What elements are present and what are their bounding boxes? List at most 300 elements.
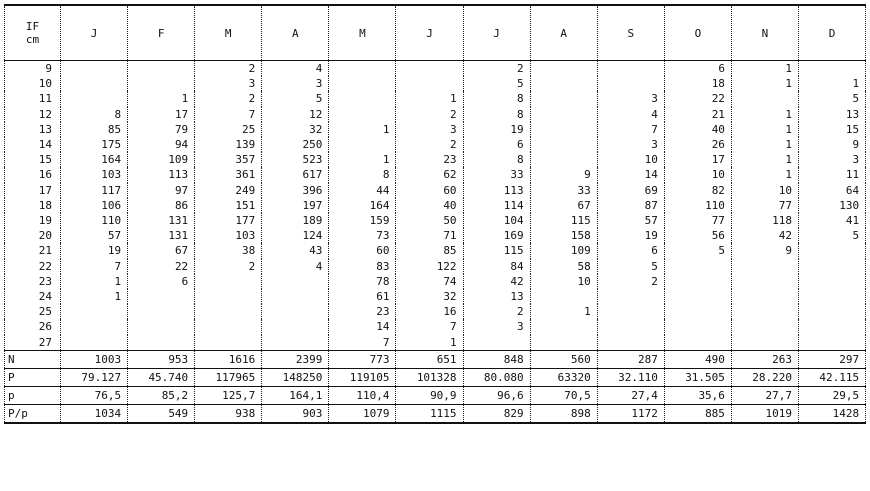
value-cell: 898 bbox=[530, 404, 597, 423]
size-row bbox=[5, 213, 866, 228]
value-cell: 2 bbox=[597, 274, 664, 289]
month-header: A bbox=[262, 5, 329, 61]
month-header: J bbox=[396, 5, 463, 61]
value-cell: 3 bbox=[396, 122, 463, 137]
value-cell: 773 bbox=[329, 350, 396, 368]
value-cell: 97 bbox=[128, 183, 195, 198]
value-cell: 27,7 bbox=[731, 386, 798, 404]
value-cell: 22 bbox=[128, 259, 195, 274]
value-cell: 263 bbox=[731, 350, 798, 368]
value-cell: 2 bbox=[463, 61, 530, 77]
value-cell: 2 bbox=[396, 137, 463, 152]
value-cell: 2 bbox=[396, 107, 463, 122]
value-cell: 104 bbox=[463, 213, 530, 228]
value-cell bbox=[731, 319, 798, 334]
value-cell: 17 bbox=[664, 152, 731, 167]
value-cell: 119105 bbox=[329, 368, 396, 386]
value-cell: 6 bbox=[128, 274, 195, 289]
row-label: 26 bbox=[5, 319, 61, 334]
value-cell: 85 bbox=[396, 243, 463, 258]
value-cell bbox=[664, 259, 731, 274]
value-cell bbox=[731, 335, 798, 351]
value-cell: 77 bbox=[731, 198, 798, 213]
value-cell: 13 bbox=[799, 107, 866, 122]
value-cell: 1 bbox=[396, 335, 463, 351]
size-row bbox=[5, 107, 866, 122]
value-cell: 64 bbox=[799, 183, 866, 198]
size-row bbox=[5, 122, 866, 137]
value-cell bbox=[664, 319, 731, 334]
value-cell bbox=[128, 304, 195, 319]
value-cell bbox=[799, 319, 866, 334]
value-cell: 41 bbox=[799, 213, 866, 228]
value-cell: 175 bbox=[61, 137, 128, 152]
value-cell: 32.110 bbox=[597, 368, 664, 386]
value-cell: 177 bbox=[195, 213, 262, 228]
size-row bbox=[5, 259, 866, 274]
value-cell: 109 bbox=[530, 243, 597, 258]
value-cell: 953 bbox=[128, 350, 195, 368]
value-cell: 90,9 bbox=[396, 386, 463, 404]
value-cell bbox=[463, 335, 530, 351]
value-cell: 7 bbox=[597, 122, 664, 137]
value-cell: 5 bbox=[262, 91, 329, 106]
value-cell: 3 bbox=[262, 76, 329, 91]
value-cell: 249 bbox=[195, 183, 262, 198]
value-cell bbox=[396, 76, 463, 91]
month-header: N bbox=[731, 5, 798, 61]
value-cell bbox=[128, 289, 195, 304]
value-cell bbox=[664, 335, 731, 351]
size-row bbox=[5, 76, 866, 91]
row-label: 18 bbox=[5, 198, 61, 213]
value-cell: 117965 bbox=[195, 368, 262, 386]
value-cell: 96,6 bbox=[463, 386, 530, 404]
value-cell: 1034 bbox=[61, 404, 128, 423]
value-cell: 110 bbox=[664, 198, 731, 213]
value-cell: 164,1 bbox=[262, 386, 329, 404]
value-cell bbox=[61, 61, 128, 77]
value-cell: 14 bbox=[597, 167, 664, 182]
value-cell: 70,5 bbox=[530, 386, 597, 404]
value-cell: 31.505 bbox=[664, 368, 731, 386]
value-cell bbox=[61, 335, 128, 351]
value-cell: 8 bbox=[61, 107, 128, 122]
value-cell: 617 bbox=[262, 167, 329, 182]
value-cell: 57 bbox=[597, 213, 664, 228]
corner-label-if: IF bbox=[25, 20, 40, 33]
value-cell: 6 bbox=[597, 243, 664, 258]
value-cell: 158 bbox=[530, 228, 597, 243]
value-cell: 11 bbox=[799, 167, 866, 182]
value-cell bbox=[329, 107, 396, 122]
value-cell: 14 bbox=[329, 319, 396, 334]
value-cell: 1 bbox=[799, 76, 866, 91]
value-cell: 40 bbox=[396, 198, 463, 213]
value-cell: 79 bbox=[128, 122, 195, 137]
value-cell: 42 bbox=[731, 228, 798, 243]
value-cell: 1019 bbox=[731, 404, 798, 423]
value-cell: 1 bbox=[128, 91, 195, 106]
value-cell: 1 bbox=[61, 289, 128, 304]
value-cell: 130 bbox=[799, 198, 866, 213]
value-cell: 87 bbox=[597, 198, 664, 213]
row-label: 12 bbox=[5, 107, 61, 122]
value-cell: 3 bbox=[463, 319, 530, 334]
month-header: J bbox=[463, 5, 530, 61]
value-cell: 117 bbox=[61, 183, 128, 198]
value-cell: 1 bbox=[329, 122, 396, 137]
value-cell: 17 bbox=[128, 107, 195, 122]
value-cell: 86 bbox=[128, 198, 195, 213]
value-cell bbox=[597, 335, 664, 351]
value-cell: 2 bbox=[463, 304, 530, 319]
value-cell bbox=[664, 289, 731, 304]
value-cell: 22 bbox=[664, 91, 731, 106]
row-label: 10 bbox=[5, 76, 61, 91]
value-cell: 58 bbox=[530, 259, 597, 274]
value-cell: 79.127 bbox=[61, 368, 128, 386]
value-cell bbox=[731, 259, 798, 274]
data-sheet bbox=[4, 4, 866, 424]
row-label: P/p bbox=[5, 404, 61, 423]
value-cell: 16 bbox=[396, 304, 463, 319]
row-label: 27 bbox=[5, 335, 61, 351]
value-cell: 8 bbox=[463, 91, 530, 106]
row-label: N bbox=[5, 350, 61, 368]
size-row bbox=[5, 289, 866, 304]
value-cell: 159 bbox=[329, 213, 396, 228]
value-cell: 169 bbox=[463, 228, 530, 243]
size-row bbox=[5, 274, 866, 289]
row-label: 25 bbox=[5, 304, 61, 319]
row-label: 23 bbox=[5, 274, 61, 289]
value-cell bbox=[61, 304, 128, 319]
value-cell: 114 bbox=[463, 198, 530, 213]
value-cell: 29,5 bbox=[799, 386, 866, 404]
summary-rows bbox=[5, 350, 866, 423]
value-cell: 1 bbox=[731, 107, 798, 122]
value-cell: 103 bbox=[195, 228, 262, 243]
summary-row bbox=[5, 386, 866, 404]
value-cell: 490 bbox=[664, 350, 731, 368]
value-cell: 361 bbox=[195, 167, 262, 182]
value-cell: 1 bbox=[731, 137, 798, 152]
value-cell: 4 bbox=[597, 107, 664, 122]
size-row bbox=[5, 198, 866, 213]
month-header: F bbox=[128, 5, 195, 61]
value-cell bbox=[731, 274, 798, 289]
row-label: 20 bbox=[5, 228, 61, 243]
value-cell: 2399 bbox=[262, 350, 329, 368]
value-cell: 18 bbox=[664, 76, 731, 91]
value-cell: 5 bbox=[463, 76, 530, 91]
value-cell bbox=[799, 335, 866, 351]
value-cell: 13 bbox=[463, 289, 530, 304]
value-cell: 357 bbox=[195, 152, 262, 167]
value-cell bbox=[530, 76, 597, 91]
value-cell bbox=[799, 274, 866, 289]
value-cell: 151 bbox=[195, 198, 262, 213]
size-row bbox=[5, 335, 866, 351]
value-cell: 131 bbox=[128, 228, 195, 243]
row-label: p bbox=[5, 386, 61, 404]
value-cell: 23 bbox=[329, 304, 396, 319]
value-cell bbox=[195, 289, 262, 304]
value-cell: 28.220 bbox=[731, 368, 798, 386]
value-cell: 85,2 bbox=[128, 386, 195, 404]
value-cell bbox=[530, 137, 597, 152]
value-cell: 3 bbox=[799, 152, 866, 167]
value-cell: 148250 bbox=[262, 368, 329, 386]
value-cell: 19 bbox=[597, 228, 664, 243]
value-cell bbox=[530, 335, 597, 351]
value-cell: 80.080 bbox=[463, 368, 530, 386]
size-row bbox=[5, 243, 866, 258]
value-cell: 7 bbox=[329, 335, 396, 351]
value-cell: 5 bbox=[664, 243, 731, 258]
value-cell: 9 bbox=[530, 167, 597, 182]
value-cell bbox=[597, 61, 664, 77]
value-cell bbox=[262, 335, 329, 351]
value-cell bbox=[731, 304, 798, 319]
value-cell: 2 bbox=[195, 61, 262, 77]
value-cell: 33 bbox=[463, 167, 530, 182]
value-cell bbox=[128, 335, 195, 351]
value-cell: 189 bbox=[262, 213, 329, 228]
row-label: 16 bbox=[5, 167, 61, 182]
value-cell: 1003 bbox=[61, 350, 128, 368]
value-cell bbox=[128, 76, 195, 91]
value-cell: 19 bbox=[463, 122, 530, 137]
value-cell: 50 bbox=[396, 213, 463, 228]
row-label: 21 bbox=[5, 243, 61, 258]
value-cell: 56 bbox=[664, 228, 731, 243]
size-row bbox=[5, 61, 866, 77]
value-cell bbox=[799, 61, 866, 77]
value-cell bbox=[530, 122, 597, 137]
value-cell bbox=[530, 289, 597, 304]
value-cell: 829 bbox=[463, 404, 530, 423]
size-row bbox=[5, 137, 866, 152]
value-cell: 139 bbox=[195, 137, 262, 152]
value-cell bbox=[195, 335, 262, 351]
value-cell bbox=[195, 319, 262, 334]
value-cell: 110,4 bbox=[329, 386, 396, 404]
value-cell: 885 bbox=[664, 404, 731, 423]
data-rows bbox=[5, 61, 866, 351]
month-header: D bbox=[799, 5, 866, 61]
value-cell bbox=[329, 91, 396, 106]
value-cell bbox=[731, 91, 798, 106]
value-cell: 10 bbox=[731, 183, 798, 198]
value-cell: 2 bbox=[195, 91, 262, 106]
value-cell: 297 bbox=[799, 350, 866, 368]
month-header: O bbox=[664, 5, 731, 61]
value-cell: 76,5 bbox=[61, 386, 128, 404]
value-cell: 106 bbox=[61, 198, 128, 213]
value-cell bbox=[262, 289, 329, 304]
value-cell: 71 bbox=[396, 228, 463, 243]
value-cell: 197 bbox=[262, 198, 329, 213]
value-cell bbox=[329, 76, 396, 91]
value-cell: 10 bbox=[597, 152, 664, 167]
value-cell: 57 bbox=[61, 228, 128, 243]
value-cell: 10 bbox=[530, 274, 597, 289]
value-cell bbox=[597, 289, 664, 304]
header-row bbox=[5, 5, 866, 61]
value-cell: 32 bbox=[396, 289, 463, 304]
value-cell: 1 bbox=[396, 91, 463, 106]
value-cell: 69 bbox=[597, 183, 664, 198]
size-row bbox=[5, 152, 866, 167]
summary-row bbox=[5, 404, 866, 423]
size-row bbox=[5, 167, 866, 182]
value-cell: 38 bbox=[195, 243, 262, 258]
value-cell: 115 bbox=[530, 213, 597, 228]
summary-row bbox=[5, 350, 866, 368]
value-cell: 1428 bbox=[799, 404, 866, 423]
value-cell: 83 bbox=[329, 259, 396, 274]
value-cell: 164 bbox=[329, 198, 396, 213]
value-cell: 103 bbox=[61, 167, 128, 182]
value-cell: 15 bbox=[799, 122, 866, 137]
value-cell: 1616 bbox=[195, 350, 262, 368]
value-cell bbox=[664, 274, 731, 289]
value-cell: 1115 bbox=[396, 404, 463, 423]
row-label: P bbox=[5, 368, 61, 386]
value-cell bbox=[530, 152, 597, 167]
value-cell: 42 bbox=[463, 274, 530, 289]
value-cell: 903 bbox=[262, 404, 329, 423]
month-header: J bbox=[61, 5, 128, 61]
value-cell: 113 bbox=[463, 183, 530, 198]
value-cell: 3 bbox=[597, 91, 664, 106]
value-cell: 73 bbox=[329, 228, 396, 243]
value-cell: 1 bbox=[61, 274, 128, 289]
value-cell: 8 bbox=[463, 107, 530, 122]
value-cell bbox=[799, 289, 866, 304]
value-cell: 118 bbox=[731, 213, 798, 228]
value-cell: 12 bbox=[262, 107, 329, 122]
value-cell bbox=[799, 304, 866, 319]
value-cell: 10 bbox=[664, 167, 731, 182]
row-label: 22 bbox=[5, 259, 61, 274]
value-cell: 7 bbox=[61, 259, 128, 274]
value-cell: 651 bbox=[396, 350, 463, 368]
value-cell: 122 bbox=[396, 259, 463, 274]
month-header: M bbox=[195, 5, 262, 61]
row-label: 15 bbox=[5, 152, 61, 167]
value-cell bbox=[61, 319, 128, 334]
value-cell bbox=[597, 304, 664, 319]
value-cell: 938 bbox=[195, 404, 262, 423]
size-month-table bbox=[4, 4, 866, 424]
row-label: 9 bbox=[5, 61, 61, 77]
row-label: 19 bbox=[5, 213, 61, 228]
value-cell: 44 bbox=[329, 183, 396, 198]
value-cell: 8 bbox=[463, 152, 530, 167]
size-row bbox=[5, 91, 866, 106]
value-cell: 164 bbox=[61, 152, 128, 167]
value-cell: 9 bbox=[799, 137, 866, 152]
value-cell bbox=[329, 61, 396, 77]
row-label: 14 bbox=[5, 137, 61, 152]
size-row bbox=[5, 304, 866, 319]
value-cell: 21 bbox=[664, 107, 731, 122]
value-cell: 523 bbox=[262, 152, 329, 167]
size-row bbox=[5, 183, 866, 198]
value-cell: 1 bbox=[731, 61, 798, 77]
value-cell bbox=[597, 319, 664, 334]
value-cell: 60 bbox=[396, 183, 463, 198]
value-cell bbox=[61, 91, 128, 106]
value-cell bbox=[597, 76, 664, 91]
value-cell: 23 bbox=[396, 152, 463, 167]
value-cell: 131 bbox=[128, 213, 195, 228]
value-cell: 1 bbox=[530, 304, 597, 319]
value-cell: 5 bbox=[799, 228, 866, 243]
value-cell: 67 bbox=[128, 243, 195, 258]
month-header: M bbox=[329, 5, 396, 61]
value-cell bbox=[128, 319, 195, 334]
value-cell bbox=[799, 243, 866, 258]
value-cell: 78 bbox=[329, 274, 396, 289]
value-cell: 4 bbox=[262, 61, 329, 77]
value-cell bbox=[799, 259, 866, 274]
value-cell: 9 bbox=[731, 243, 798, 258]
value-cell: 396 bbox=[262, 183, 329, 198]
value-cell: 1 bbox=[329, 152, 396, 167]
value-cell: 1 bbox=[731, 167, 798, 182]
corner-header bbox=[5, 5, 61, 61]
value-cell: 77 bbox=[664, 213, 731, 228]
value-cell: 287 bbox=[597, 350, 664, 368]
value-cell bbox=[530, 61, 597, 77]
value-cell: 7 bbox=[396, 319, 463, 334]
value-cell: 26 bbox=[664, 137, 731, 152]
value-cell: 7 bbox=[195, 107, 262, 122]
value-cell: 2 bbox=[195, 259, 262, 274]
value-cell: 67 bbox=[530, 198, 597, 213]
value-cell: 85 bbox=[61, 122, 128, 137]
row-label: 13 bbox=[5, 122, 61, 137]
value-cell: 3 bbox=[195, 76, 262, 91]
value-cell: 84 bbox=[463, 259, 530, 274]
row-label: 11 bbox=[5, 91, 61, 106]
value-cell: 25 bbox=[195, 122, 262, 137]
row-label: 17 bbox=[5, 183, 61, 198]
value-cell: 42.115 bbox=[799, 368, 866, 386]
value-cell: 1172 bbox=[597, 404, 664, 423]
value-cell bbox=[664, 304, 731, 319]
month-header: S bbox=[597, 5, 664, 61]
value-cell: 63320 bbox=[530, 368, 597, 386]
value-cell: 1 bbox=[731, 152, 798, 167]
value-cell: 19 bbox=[61, 243, 128, 258]
value-cell bbox=[530, 107, 597, 122]
value-cell: 115 bbox=[463, 243, 530, 258]
value-cell: 1 bbox=[731, 122, 798, 137]
value-cell: 101328 bbox=[396, 368, 463, 386]
value-cell bbox=[195, 274, 262, 289]
value-cell bbox=[262, 319, 329, 334]
value-cell: 60 bbox=[329, 243, 396, 258]
value-cell: 5 bbox=[799, 91, 866, 106]
summary-row bbox=[5, 368, 866, 386]
value-cell: 1079 bbox=[329, 404, 396, 423]
value-cell: 250 bbox=[262, 137, 329, 152]
